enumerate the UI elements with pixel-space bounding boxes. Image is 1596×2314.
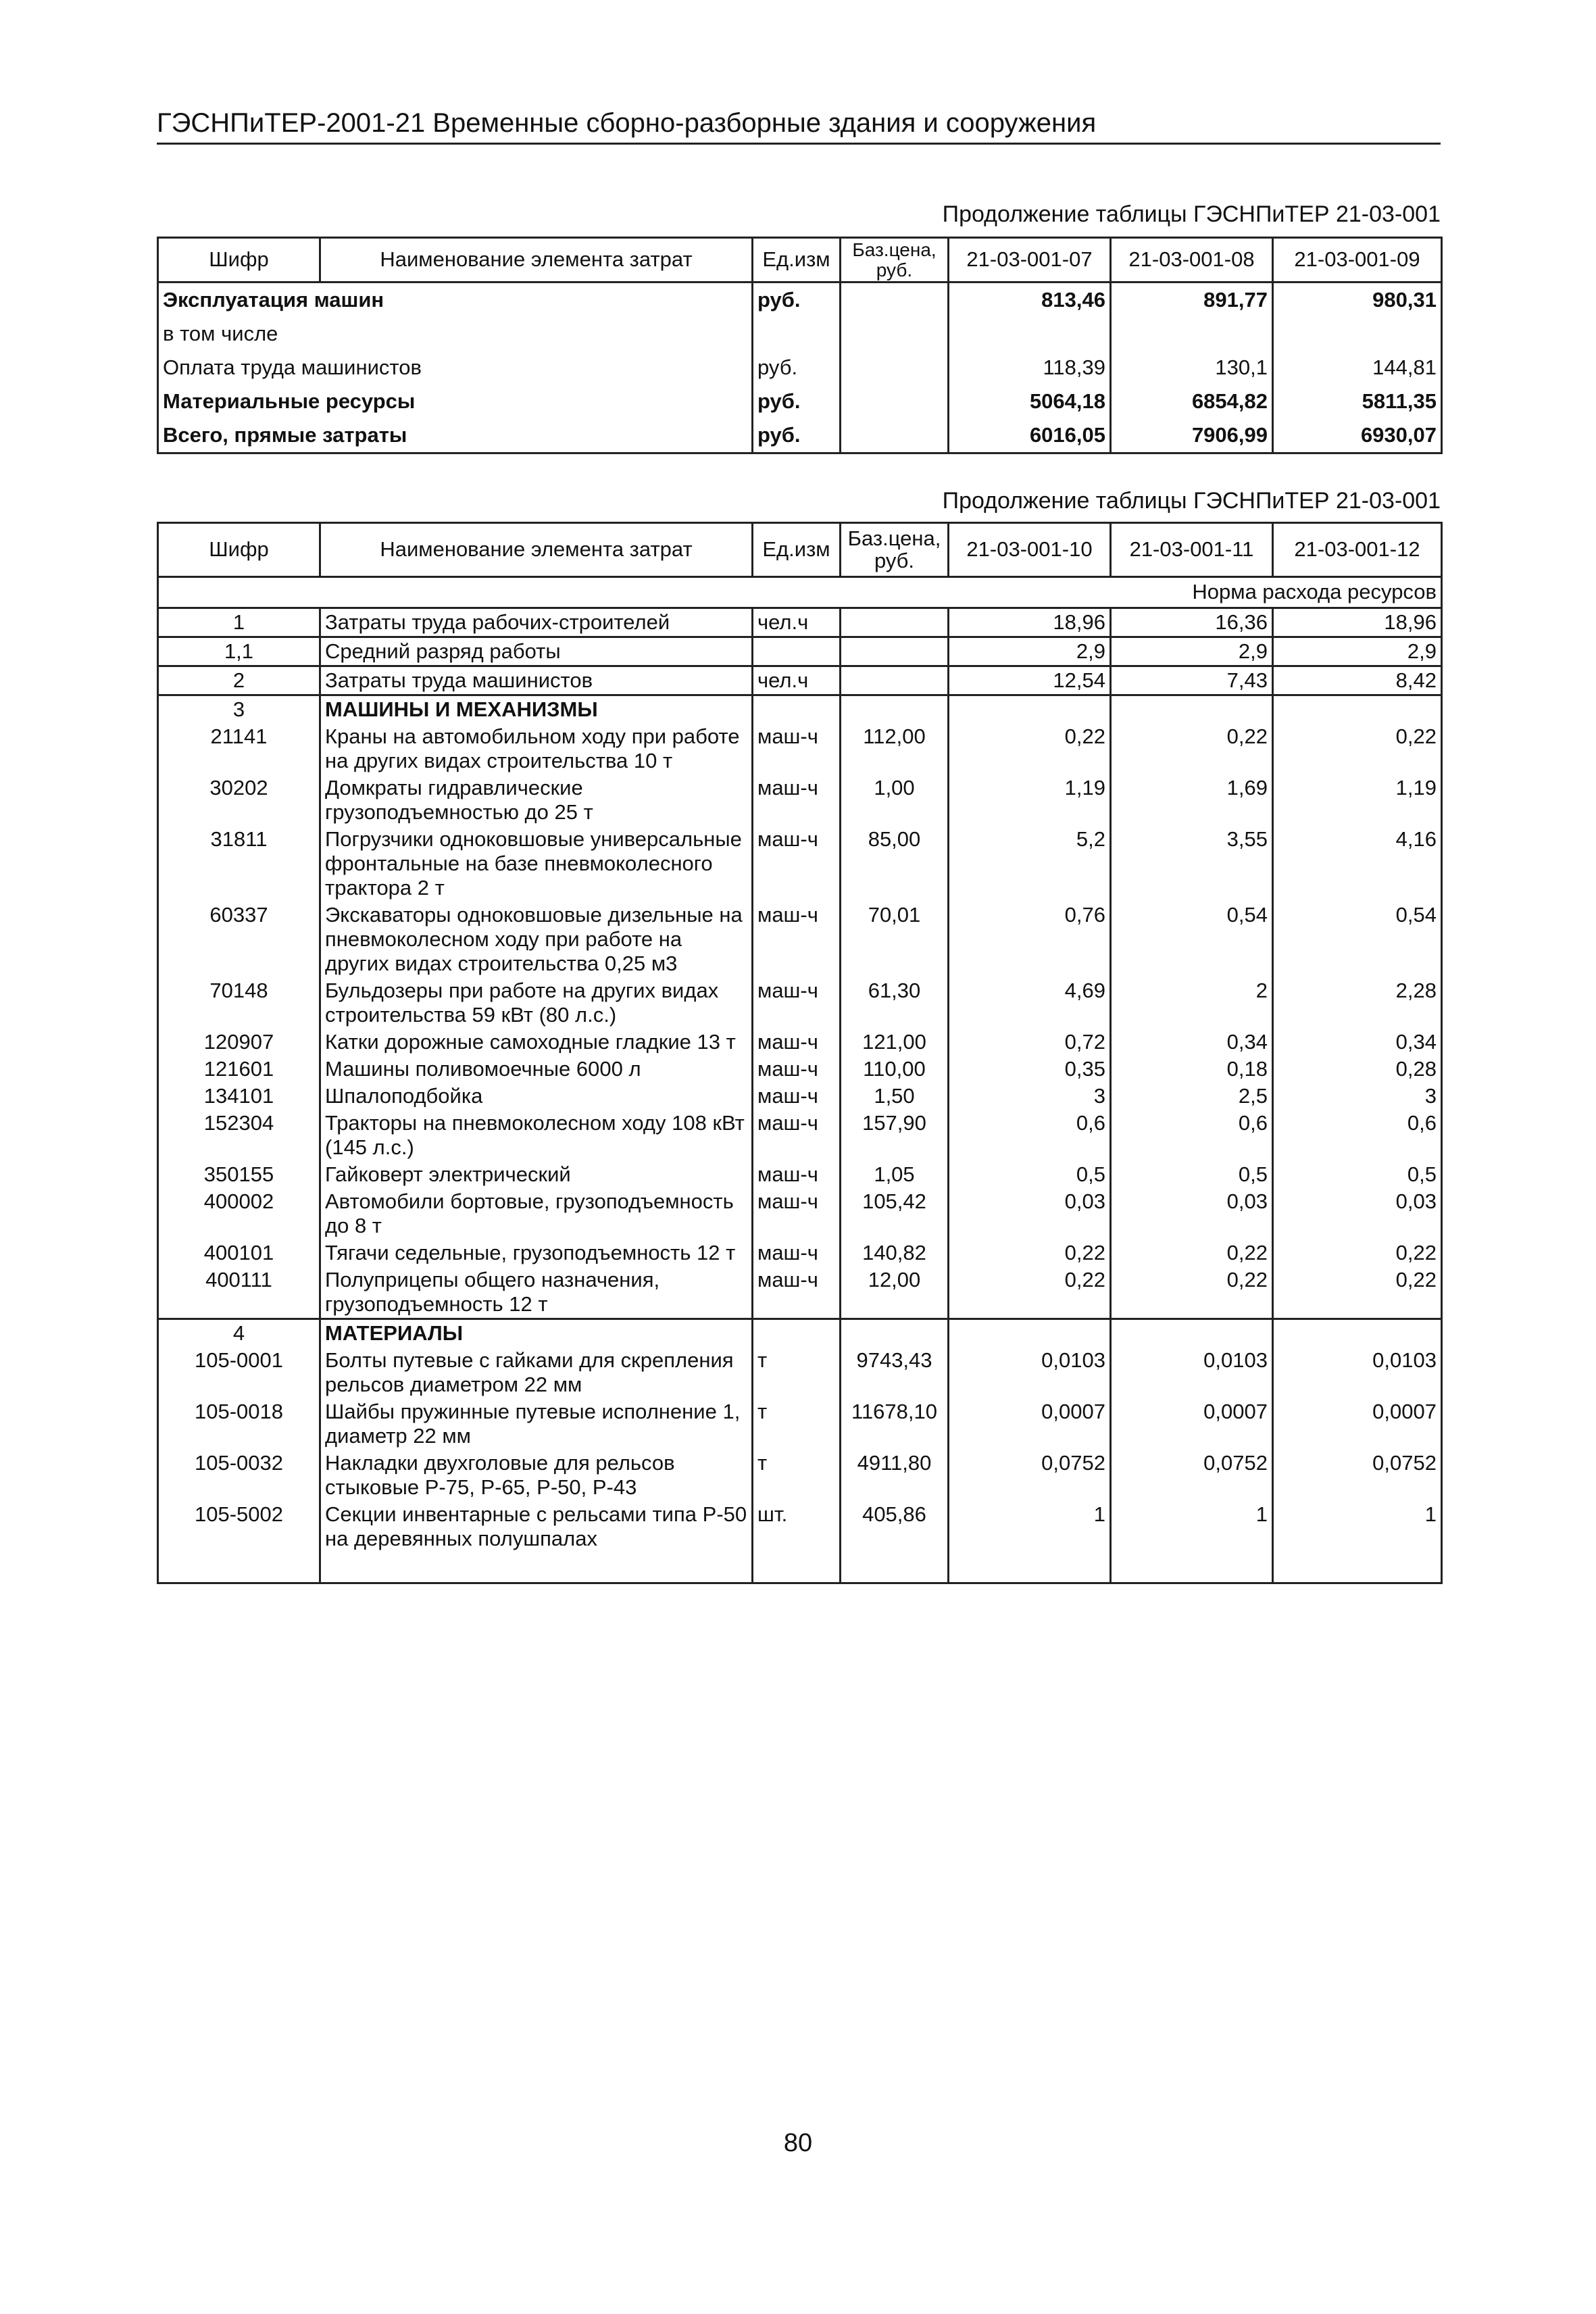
value-cell: 3 <box>1273 1083 1442 1110</box>
unit-cell: руб. <box>753 351 841 385</box>
value-cell: 6016,05 <box>949 418 1111 453</box>
price-cell: 110,00 <box>841 1056 949 1083</box>
value-cell: 0,0007 <box>949 1398 1111 1450</box>
value-cell: 2,5 <box>1111 1083 1273 1110</box>
value-cell: 0,28 <box>1273 1056 1442 1083</box>
price-cell: 85,00 <box>841 826 949 902</box>
table-row <box>158 1239 1442 1266</box>
unit-cell: т <box>753 1450 841 1501</box>
col-header-name: Наименование элемента затрат <box>320 238 753 282</box>
table-row <box>158 826 1442 902</box>
value-cell: 0,22 <box>949 723 1111 774</box>
code-cell: 350155 <box>158 1161 320 1188</box>
value-cell: 0,0007 <box>1273 1398 1442 1450</box>
unit-cell: маш-ч <box>753 774 841 826</box>
unit-cell: т <box>753 1398 841 1450</box>
name-cell: Краны на автомобильном ходу при работе на других видах строительства 10 т <box>320 723 753 774</box>
value-cell: 18,96 <box>1273 608 1442 637</box>
price-cell <box>841 695 949 724</box>
table-row <box>158 774 1442 826</box>
value-cell: 1 <box>1273 1501 1442 1552</box>
value-cell: 0,0752 <box>1273 1450 1442 1501</box>
value-cell: 1,69 <box>1111 774 1273 826</box>
name-cell: Тракторы на пневмоколесном ходу 108 кВт (145 л.с.) <box>320 1110 753 1161</box>
name-cell: Гайковерт электрический <box>320 1161 753 1188</box>
table-row <box>158 1083 1442 1110</box>
value-cell <box>1111 695 1273 724</box>
price-cell: 1,50 <box>841 1083 949 1110</box>
value-cell: 980,31 <box>1273 282 1442 318</box>
page-header: ГЭСНПиТЕР-2001-21 Временные сборно-разборные здания и сооружения <box>157 108 1441 145</box>
col-header-price: Баз.цена, руб. <box>841 523 949 577</box>
name-cell: Затраты труда машинистов <box>320 666 753 695</box>
value-cell: 8,42 <box>1273 666 1442 695</box>
col-header-unit: Ед.изм <box>753 238 841 282</box>
col-header-code: Шифр <box>158 523 320 577</box>
code-cell: 152304 <box>158 1110 320 1161</box>
table-costs-summary <box>157 237 1443 454</box>
name-cell: Шпалоподбойка <box>320 1083 753 1110</box>
name-cell: Секции инвентарные с рельсами типа Р-50 на деревянных полушпалах <box>320 1501 753 1552</box>
unit-cell: маш-ч <box>753 1188 841 1239</box>
value-cell: 0,54 <box>1273 902 1442 977</box>
value-cell: 4,69 <box>949 977 1111 1029</box>
code-cell: 2 <box>158 666 320 695</box>
table-row <box>158 666 1442 695</box>
value-cell: 2,9 <box>1273 637 1442 666</box>
code-cell: 30202 <box>158 774 320 826</box>
unit-cell: чел.ч <box>753 608 841 637</box>
code-cell: 1,1 <box>158 637 320 666</box>
value-cell: 2,9 <box>1111 637 1273 666</box>
code-cell: 60337 <box>158 902 320 977</box>
code-cell: 31811 <box>158 826 320 902</box>
unit-cell: маш-ч <box>753 1266 841 1319</box>
value-cell: 0,5 <box>1273 1161 1442 1188</box>
value-cell: 18,96 <box>949 608 1111 637</box>
value-cell <box>1273 1319 1442 1348</box>
code-cell: 21141 <box>158 723 320 774</box>
value-cell: 0,0103 <box>1273 1347 1442 1398</box>
value-cell: 5,2 <box>949 826 1111 902</box>
value-cell: 2 <box>1111 977 1273 1029</box>
value-cell: 0,5 <box>1111 1161 1273 1188</box>
unit-cell: т <box>753 1347 841 1398</box>
value-cell <box>949 317 1111 351</box>
price-cell: 11678,10 <box>841 1398 949 1450</box>
row-label: в том числе <box>158 317 753 351</box>
price-cell: 405,86 <box>841 1501 949 1552</box>
unit-cell: маш-ч <box>753 826 841 902</box>
unit-cell <box>753 1319 841 1348</box>
table-row <box>158 977 1442 1029</box>
value-cell: 0,22 <box>1111 1266 1273 1319</box>
col-header-price: Баз.цена, руб. <box>841 238 949 282</box>
price-cell <box>841 282 949 318</box>
value-cell: 0,22 <box>949 1266 1111 1319</box>
price-cell <box>841 637 949 666</box>
col-header-norm-1: 21-03-001-07 <box>949 238 1111 282</box>
value-cell: 0,54 <box>1111 902 1273 977</box>
price-cell <box>841 317 949 351</box>
name-cell: Домкраты гидравлические грузоподъемностью до 25 т <box>320 774 753 826</box>
page-number: 80 <box>783 2129 813 2157</box>
value-cell <box>1111 1319 1273 1348</box>
unit-cell: маш-ч <box>753 723 841 774</box>
continuation-label-1: Продолжение таблицы ГЭСНПиТЕР 21-03-001 <box>942 201 1441 227</box>
price-cell: 12,00 <box>841 1266 949 1319</box>
col-header-norm-1: 21-03-001-10 <box>949 523 1111 577</box>
price-cell <box>841 1319 949 1348</box>
name-cell: Тягачи седельные, грузоподъемность 12 т <box>320 1239 753 1266</box>
value-cell <box>949 1319 1111 1348</box>
value-cell: 7,43 <box>1111 666 1273 695</box>
code-cell: 70148 <box>158 977 320 1029</box>
price-cell: 105,42 <box>841 1188 949 1239</box>
unit-cell: руб. <box>753 282 841 318</box>
table-row <box>158 723 1442 774</box>
value-cell: 0,22 <box>1273 1239 1442 1266</box>
unit-cell: маш-ч <box>753 977 841 1029</box>
code-cell: 134101 <box>158 1083 320 1110</box>
table-row <box>158 282 1442 318</box>
unit-cell: маш-ч <box>753 1056 841 1083</box>
value-cell: 5811,35 <box>1273 385 1442 418</box>
value-cell: 0,03 <box>949 1188 1111 1239</box>
price-cell: 157,90 <box>841 1110 949 1161</box>
price-cell: 140,82 <box>841 1239 949 1266</box>
spacer-cell <box>949 1552 1111 1583</box>
value-cell: 0,22 <box>949 1239 1111 1266</box>
name-cell: Машины поливомоечные 6000 л <box>320 1056 753 1083</box>
name-cell: Катки дорожные самоходные гладкие 13 т <box>320 1029 753 1056</box>
table-row <box>158 1398 1442 1450</box>
price-cell <box>841 385 949 418</box>
value-cell: 3,55 <box>1111 826 1273 902</box>
table-row <box>158 418 1442 453</box>
value-cell: 0,0752 <box>1111 1450 1273 1501</box>
spacer-cell <box>320 1552 753 1583</box>
value-cell: 0,5 <box>949 1161 1111 1188</box>
value-cell: 0,6 <box>1111 1110 1273 1161</box>
spacer-cell <box>1111 1552 1273 1583</box>
value-cell: 0,0103 <box>949 1347 1111 1398</box>
name-cell: Накладки двухголовые для рельсов стыковые Р-75, Р-65, Р-50, Р-43 <box>320 1450 753 1501</box>
value-cell: 0,18 <box>1111 1056 1273 1083</box>
price-cell <box>841 666 949 695</box>
price-cell: 9743,43 <box>841 1347 949 1398</box>
col-header-norm-2: 21-03-001-11 <box>1111 523 1273 577</box>
name-cell: Затраты труда рабочих-строителей <box>320 608 753 637</box>
table-row <box>158 1188 1442 1239</box>
table-row <box>158 1266 1442 1319</box>
code-cell: 105-0032 <box>158 1450 320 1501</box>
value-cell: 1,19 <box>1273 774 1442 826</box>
value-cell: 7906,99 <box>1111 418 1273 453</box>
value-cell: 813,46 <box>949 282 1111 318</box>
code-cell: 400111 <box>158 1266 320 1319</box>
value-cell: 0,22 <box>1273 1266 1442 1319</box>
value-cell <box>1111 317 1273 351</box>
table-row <box>158 1029 1442 1056</box>
unit-cell <box>753 317 841 351</box>
code-cell: 400101 <box>158 1239 320 1266</box>
value-cell <box>949 695 1111 724</box>
unit-cell: маш-ч <box>753 1029 841 1056</box>
code-cell: 1 <box>158 608 320 637</box>
value-cell: 0,0007 <box>1111 1398 1273 1450</box>
value-cell: 0,6 <box>949 1110 1111 1161</box>
value-cell: 0,35 <box>949 1056 1111 1083</box>
col-header-norm-2: 21-03-001-08 <box>1111 238 1273 282</box>
spacer-cell <box>841 1552 949 1583</box>
value-cell: 0,22 <box>1111 723 1273 774</box>
unit-cell: руб. <box>753 418 841 453</box>
col-header-code: Шифр <box>158 238 320 282</box>
table-resource-norms <box>157 522 1443 1584</box>
continuation-label-2: Продолжение таблицы ГЭСНПиТЕР 21-03-001 <box>942 488 1441 514</box>
table-row <box>158 351 1442 385</box>
value-cell: 0,76 <box>949 902 1111 977</box>
value-cell: 891,77 <box>1111 282 1273 318</box>
table-row <box>158 637 1442 666</box>
price-cell: 112,00 <box>841 723 949 774</box>
value-cell: 12,54 <box>949 666 1111 695</box>
unit-cell <box>753 637 841 666</box>
value-cell: 1,19 <box>949 774 1111 826</box>
name-cell: Шайбы пружинные путевые исполнение 1, диаметр 22 мм <box>320 1398 753 1450</box>
unit-cell: маш-ч <box>753 1161 841 1188</box>
row-label: Эксплуатация машин <box>158 282 753 318</box>
price-cell: 4911,80 <box>841 1450 949 1501</box>
value-cell: 2,9 <box>949 637 1111 666</box>
unit-cell: шт. <box>753 1501 841 1552</box>
value-cell: 0,0752 <box>949 1450 1111 1501</box>
table-row <box>158 1450 1442 1501</box>
table-row <box>158 1161 1442 1188</box>
value-cell: 0,34 <box>1111 1029 1273 1056</box>
table-row <box>158 385 1442 418</box>
price-cell <box>841 608 949 637</box>
unit-cell: маш-ч <box>753 1110 841 1161</box>
row-label: Всего, прямые затраты <box>158 418 753 453</box>
col-header-norm-3: 21-03-001-12 <box>1273 523 1442 577</box>
col-header-name: Наименование элемента затрат <box>320 523 753 577</box>
col-header-unit: Ед.изм <box>753 523 841 577</box>
value-cell: 4,16 <box>1273 826 1442 902</box>
table-row <box>158 1347 1442 1398</box>
value-cell: 6930,07 <box>1273 418 1442 453</box>
name-cell: МАТЕРИАЛЫ <box>320 1319 753 1348</box>
value-cell: 5064,18 <box>949 385 1111 418</box>
value-cell: 0,6 <box>1273 1110 1442 1161</box>
name-cell: Погрузчики одноковшовые универсальные фронтальные на базе пневмоколесного трактора 2 т <box>320 826 753 902</box>
spacer-cell <box>158 1552 320 1583</box>
table-row <box>158 317 1442 351</box>
price-cell <box>841 351 949 385</box>
value-cell: 6854,82 <box>1111 385 1273 418</box>
price-cell: 61,30 <box>841 977 949 1029</box>
value-cell: 130,1 <box>1111 351 1273 385</box>
price-cell: 121,00 <box>841 1029 949 1056</box>
name-cell: Автомобили бортовые, грузоподъемность до 8 т <box>320 1188 753 1239</box>
spacer-cell <box>753 1552 841 1583</box>
value-cell <box>1273 695 1442 724</box>
value-cell: 118,39 <box>949 351 1111 385</box>
value-cell: 1 <box>949 1501 1111 1552</box>
value-cell: 0,0103 <box>1111 1347 1273 1398</box>
value-cell: 3 <box>949 1083 1111 1110</box>
table-row <box>158 1110 1442 1161</box>
code-cell: 105-5002 <box>158 1501 320 1552</box>
table-row <box>158 1501 1442 1552</box>
value-cell: 0,03 <box>1111 1188 1273 1239</box>
code-cell: 121601 <box>158 1056 320 1083</box>
table-bottom-spacer <box>158 1552 1442 1583</box>
unit-cell: маш-ч <box>753 902 841 977</box>
norm-label: Норма расхода ресурсов <box>158 577 1442 608</box>
code-cell: 400002 <box>158 1188 320 1239</box>
value-cell <box>1273 317 1442 351</box>
code-cell: 120907 <box>158 1029 320 1056</box>
row-label: Материальные ресурсы <box>158 385 753 418</box>
table-row <box>158 902 1442 977</box>
row-label: Оплата труда машинистов <box>158 351 753 385</box>
section-row <box>158 695 1442 724</box>
value-cell: 1 <box>1111 1501 1273 1552</box>
table-row <box>158 608 1442 637</box>
name-cell: Бульдозеры при работе на других видах строительства 59 кВт (80 л.с.) <box>320 977 753 1029</box>
price-cell <box>841 418 949 453</box>
code-cell: 105-0018 <box>158 1398 320 1450</box>
price-cell: 1,00 <box>841 774 949 826</box>
value-cell: 0,72 <box>949 1029 1111 1056</box>
value-cell: 0,34 <box>1273 1029 1442 1056</box>
value-cell: 2,28 <box>1273 977 1442 1029</box>
unit-cell: руб. <box>753 385 841 418</box>
code-cell: 3 <box>158 695 320 724</box>
value-cell: 0,22 <box>1111 1239 1273 1266</box>
value-cell: 0,22 <box>1273 723 1442 774</box>
col-header-norm-3: 21-03-001-09 <box>1273 238 1442 282</box>
section-row <box>158 1319 1442 1348</box>
name-cell: Болты путевые с гайками для скрепления рельсов диаметром 22 мм <box>320 1347 753 1398</box>
spacer-cell <box>1273 1552 1442 1583</box>
unit-cell: чел.ч <box>753 666 841 695</box>
unit-cell: маш-ч <box>753 1239 841 1266</box>
unit-cell <box>753 695 841 724</box>
code-cell: 4 <box>158 1319 320 1348</box>
code-cell: 105-0001 <box>158 1347 320 1398</box>
value-cell: 144,81 <box>1273 351 1442 385</box>
table-row <box>158 1056 1442 1083</box>
unit-cell: маш-ч <box>753 1083 841 1110</box>
price-cell: 70,01 <box>841 902 949 977</box>
value-cell: 16,36 <box>1111 608 1273 637</box>
name-cell: Полуприцепы общего назначения, грузоподъемность 12 т <box>320 1266 753 1319</box>
value-cell: 0,03 <box>1273 1188 1442 1239</box>
price-cell: 1,05 <box>841 1161 949 1188</box>
name-cell: МАШИНЫ И МЕХАНИЗМЫ <box>320 695 753 724</box>
name-cell: Средний разряд работы <box>320 637 753 666</box>
name-cell: Экскаваторы одноковшовые дизельные на пневмоколесном ходу при работе на других видах строительства 0,25 м3 <box>320 902 753 977</box>
